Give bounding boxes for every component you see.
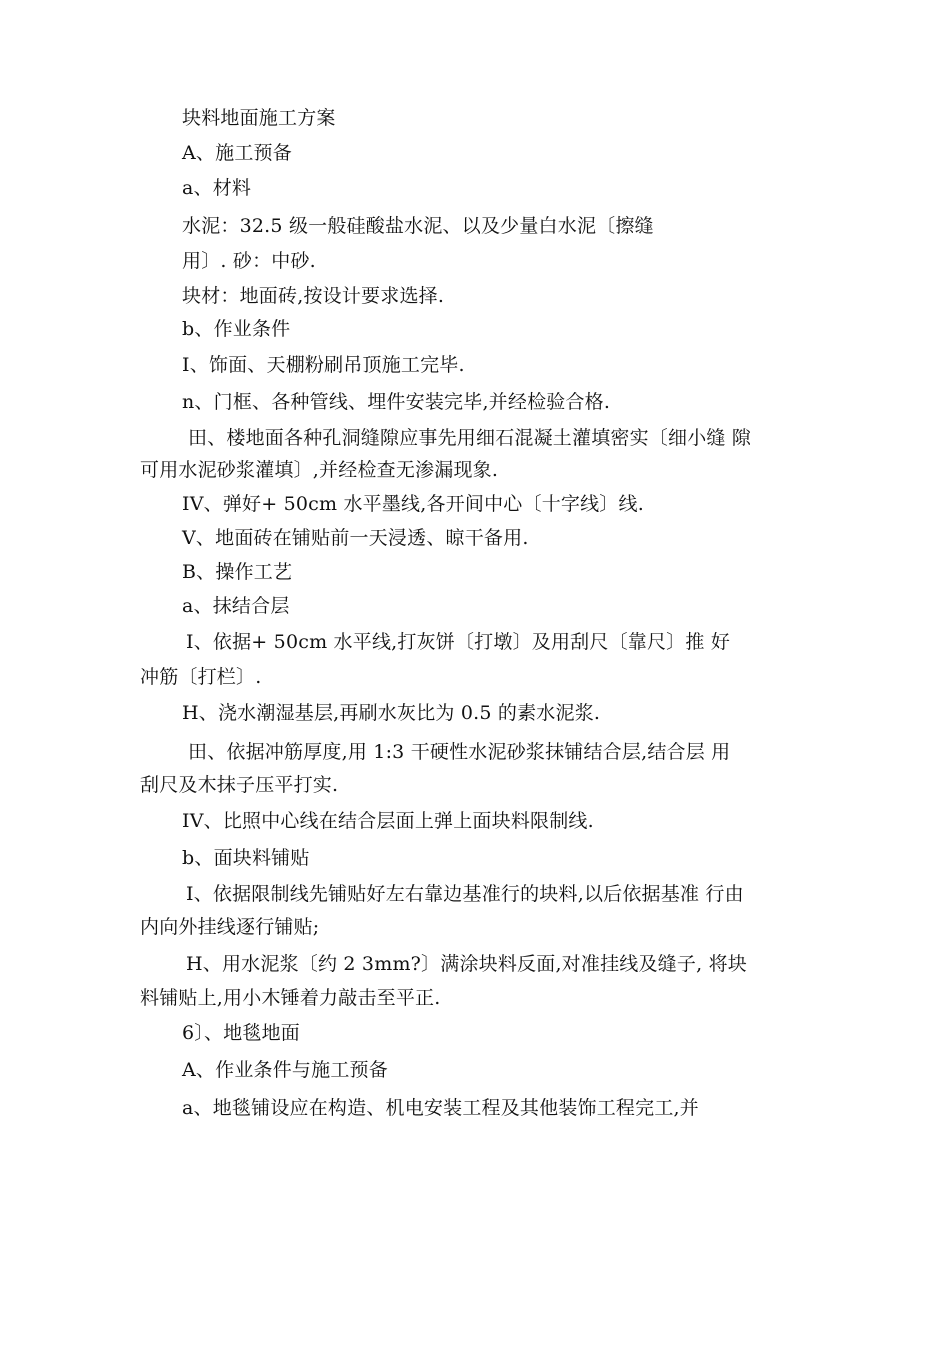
text-line: 冲筋〔打栏〕. — [140, 666, 262, 688]
text-line: I、依据限制线先铺贴好左右靠边基准行的块料,以后依据基准 行由 — [186, 883, 744, 905]
text-line: 可用水泥砂浆灌填〕,并经检查无渗漏现象. — [140, 459, 499, 481]
document-title: 块料地面施工方案 — [182, 107, 336, 129]
section-heading: 6〕、地毯地面 — [182, 1022, 300, 1044]
text-line: 水泥：32.5 级一般硅酸盐水泥、以及少量白水泥〔擦缝 — [182, 215, 654, 237]
subsection-heading: a、抹结合层 — [182, 595, 290, 617]
text-line: 用〕. 砂：中砂. — [182, 250, 316, 272]
text-line: 块材：地面砖,按设计要求选择. — [182, 285, 445, 307]
section-heading: A、施工预备 — [182, 142, 292, 164]
text-line: 内向外挂线逐行铺贴; — [140, 916, 320, 938]
text-line: H、浇水潮湿基层,再刷水灰比为 0.5 的素水泥浆. — [182, 702, 601, 724]
subsection-heading: b、作业条件 — [182, 318, 291, 340]
text-line: a、地毯铺设应在构造、机电安装工程及其他装饰工程完工,并 — [182, 1097, 699, 1119]
section-heading: A、作业条件与施工预备 — [182, 1059, 388, 1081]
subsection-heading: a、材料 — [182, 177, 252, 199]
text-line: H、用水泥浆〔约 2 3mm?〕满涂块料反面,对准挂线及缝子, 将块 — [186, 953, 747, 975]
subsection-heading: b、面块料铺贴 — [182, 847, 310, 869]
text-line: n、门框、各种管线、埋件安装完毕,并经检验合格. — [182, 391, 611, 413]
text-line: IV、弹好+ 50cm 水平墨线,各开间中心〔十字线〕线. — [182, 493, 644, 515]
text-line: 田、依据冲筋厚度,用 1:3 干硬性水泥砂浆抹铺结合层,结合层 用 — [188, 741, 731, 763]
text-line: 田、楼地面各种孔洞缝隙应事先用细石混凝土灌填密实〔细小缝 隙 — [188, 427, 752, 449]
text-line: I、依据+ 50cm 水平线,打灰饼〔打墩〕及用刮尺〔靠尺〕推 好 — [186, 631, 731, 653]
text-line: 刮尺及木抹子压平打实. — [140, 774, 339, 796]
text-line: I、饰面、天棚粉刷吊顶施工完毕. — [182, 354, 465, 376]
text-line: 料铺贴上,用小木锤着力敲击至平正. — [140, 987, 441, 1009]
section-heading: B、操作工艺 — [182, 561, 293, 583]
text-line: V、地面砖在铺贴前一天浸透、晾干备用. — [182, 527, 529, 549]
text-line: IV、比照中心线在结合层面上弹上面块料限制线. — [182, 810, 594, 832]
